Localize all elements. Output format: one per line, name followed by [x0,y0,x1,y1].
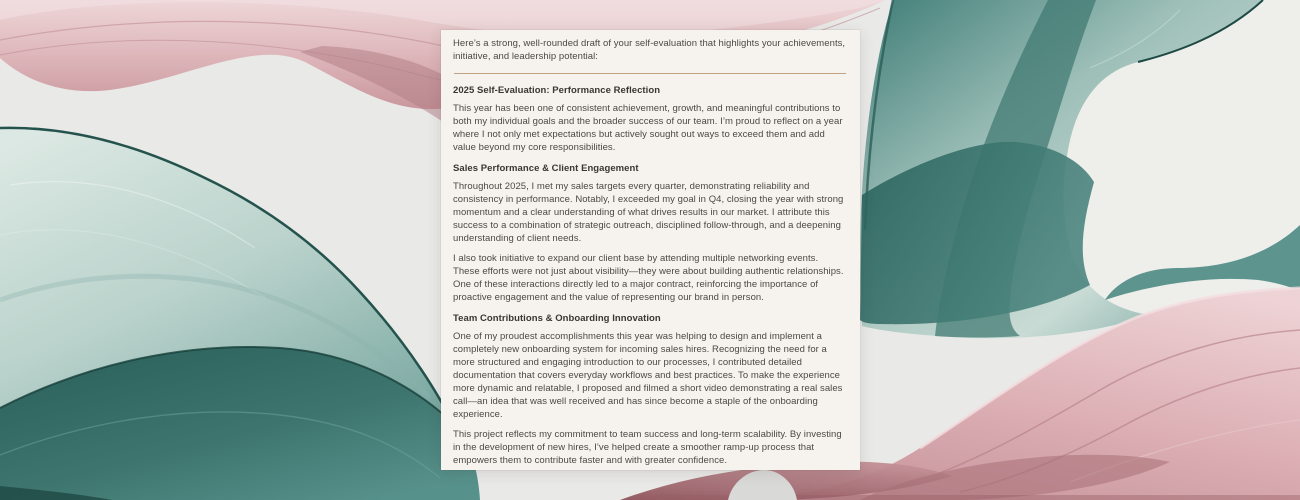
section-divider [454,73,846,74]
paragraph: Here’s a strong, well-rounded draft of your self-evaluation that highlights your achievements, initiative, and leadership potential: [453,38,846,62]
section-heading: 2025 Self-Evaluation: Performance Reflection [453,85,661,96]
paragraph: This project reflects my commitment to team success and long-term scalability. By investing in the development of new hires, I’ve helped create a smoother ramp-up process that empowers them to contribute faster and with greater confidence. [453,429,842,466]
paragraph: Throughout 2025, I met my sales targets every quarter, demonstrating reliability and consistency in performance. Notably, I exceeded my goal in Q4, closing the year with strong momentum and a clear understanding of what drives results in our market. I attribute this success to a combination of strategic outreach, disciplined follow-through, and a deepening understanding of client needs. [453,181,844,244]
paragraph: I also took initiative to expand our client base by attending multiple networking events. These efforts were not just about visibility—they were about building authentic relationships. One of these interactions directly led to a major contract, reinforcing the importance of proactive engagement and the value of representing our brand in person. [453,253,844,303]
paragraph: One of my proudest accomplishments this year was helping to design and implement a completely new onboarding system for incoming sales hires. Recognizing the need for a more structured and engaging introduction to our processes, I contributed detailed documentation that covers everyday workflows and best practices. To make the experience more dynamic and relatable, I proposed and filmed a short video demonstrating a real sales call—an idea that was well received and has since become a staple of the onboarding experience. [453,331,843,420]
section-heading: Sales Performance & Client Engagement [453,163,639,174]
document-content [453,37,847,467]
paragraph: This year has been one of consistent achievement, growth, and meaningful contributions to both my individual goals and the broader success of our team. I’m proud to reflect on a year where I not only met expectations but actively sought out ways to exceed them and add value beyond my core responsibilities. [453,103,843,153]
self-evaluation-draft-panel[interactable] [441,30,860,470]
section-heading: Team Contributions & Onboarding Innovation [453,313,661,324]
